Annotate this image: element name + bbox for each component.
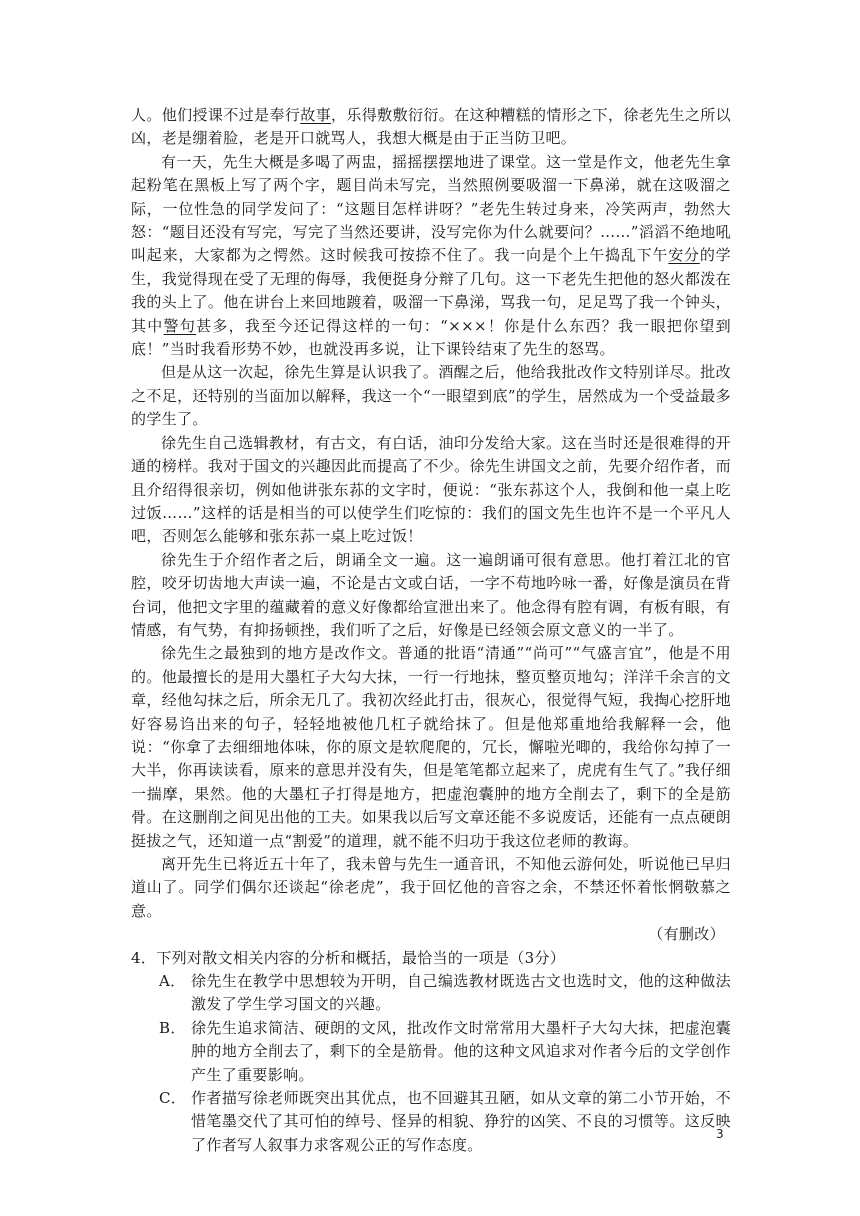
passage-body xyxy=(131,104,731,1157)
option-a[interactable] xyxy=(159,970,731,1017)
paragraph: 但是从这一次起，徐先生算是认识我了。酒醒之后，他给我批改作文特别详尽。批改之不足，还特别的当面加以解释，我这一个“一眼望到底”的学生，居然成为一个受益最多的学生了。 xyxy=(131,363,731,429)
option-text: 徐先生追求简洁、硬朗的文风，批改作文时常常用大墨杆子大勾大抹，把虚泡囊肿的地方全削去了，剩下的全是筋骨。他的这种文风追求对作者今后的文学创作产生了重要影响。 xyxy=(191,1018,731,1084)
question-block xyxy=(131,947,731,1158)
underlined-word: 安分 xyxy=(668,246,700,265)
option-text: 徐先生在教学中思想较为开明，自己编选教材既选古文也选时文，他的这种做法激发了学生学习国文的兴趣。 xyxy=(191,972,731,1014)
option-letter: A． xyxy=(159,972,186,991)
paragraph: 有一天，先生大概是多喝了两盅，摇摇摆摆地进了课堂。这一堂是作文，他老先生拿起粉笔在黑板上写了两个字，题目尚未写完，当然照例要吸溜一下鼻涕，就在这吸溜之际，一位性急的同学发问了：“这题目怎样讲呀？”老先生转过身来，冷笑两声，勃然大怒：“题目还没有写完，写完了当然还要讲，没写完你为什么就要问？……”滔滔不绝地吼叫起来，大家都为之愕然。这时候我可按捺不住了。我一向是个上午捣乱下午安分的学生，我觉得现在受了无理的侮辱，我便挺身分辩了几句。这一下老先生把他的怒火都泼在我的头上了。他在讲台上来回地踱着，吸溜一下鼻涕，骂我一句，足足骂了我一个钟头，其中警句甚多，我至今还记得这样的一句：“×××！你是什么东西？我一眼把你望到底！”当时我看形势不妙，也就没再多说，让下课铃结束了先生的怒骂。 xyxy=(131,152,732,359)
paragraph: 人。他们授课不过是奉行故事，乐得敷敷衍衍。在这种糟糕的情形之下，徐老先生之所以凶，老是绷着脸，老是开口就骂人，我想大概是由于正当防卫吧。 xyxy=(131,106,732,148)
underlined-word: 警句 xyxy=(163,316,197,335)
option-letter: C． xyxy=(159,1089,187,1108)
paragraph: 离开先生已将近五十年了，我未曾与先生一通音讯，不知他云游何处，听说他已早归道山了。同学们偶尔还谈起“徐老虎”，我于回忆他的音容之余，不禁还怀着怅惘敬慕之意。 xyxy=(131,855,731,920)
paragraph: 徐先生于介绍作者之后，朗诵全文一遍。这一遍朗诵可很有意思。他打着江北的官腔，咬牙切齿地大声读一遍，不论是古文或白话，一字不苟地吟咏一番，好像是演员在背台词，他把文字里的蕴藏着的意义好像都给宣泄出来了。他念得有腔有调，有板有眼，有情感，有气势，有抑扬顿挫，我们听了之后，好像是已经领会原文意义的一半了。 xyxy=(131,550,731,639)
underlined-word: 故事 xyxy=(300,106,332,124)
page-number: 3 xyxy=(716,1127,724,1141)
option-text: 作者描写徐老师既突出其优点，也不回避其丑陋，如从文章的第二小节开始，不惜笔墨交代了其可怕的绰号、怪异的相貌、狰狞的凶笑、不良的习惯等。这反映了作者写人叙事力求客观公正的写作态度。 xyxy=(191,1089,731,1154)
paragraph: 徐先生之最独到的地方是改作文。普通的批语“清通”“尚可”“气盛言宜”，他是不用的。他最擅长的是用大墨杠子大勾大抹，一行一行地抹，整页整页地勾；洋洋千余言的文章，经他勾抹之后，所余无几了。我初次经此打击，很灰心，很觉得气短，我掏心挖肝地好容易诌出来的句子，轻轻地被他几杠子就给抹了。但是他郑重地给我解释一会，他说：“你拿了去细细地体味，你的原文是软爬爬的，冗长，懈啦光唧的，我给你勾掉了一大半，你再读读看，原来的意思并没有失，但是笔笔都立起来了，虎虎有生气了。”我仔细一揣摩，果然。他的大墨杠子打得是地方，把虚泡囊肿的地方全削去了，剩下的全是筋骨。在这删削之间见出他的工夫。如果我以后写文章还能不多说废话，还能有一点点硬朗挺拔之气，还知道一点“割爱”的道理，就不能不归功于我这位老师的教诲。 xyxy=(131,644,731,850)
question-stem: 4．下列对散文相关内容的分析和概括，最恰当的一项是（3分） xyxy=(131,948,566,967)
paragraph: 徐先生自己选辑教材，有古文，有白话，油印分发给大家。这在当时还是很难得的开通的榜样。我对于国文的兴趣因此而提高了不少。徐先生讲国文之前，先要介绍作者，而且介绍得很亲切，例如他讲张东荪的文字时，便说：“张东荪这个人，我倒和他一桌上吃过饭……”这样的话是相当的可以使学生们吃惊的：我们的国文先生也许不是一个平凡人吧，否则怎么能够和张东荪一桌上吃过饭！ xyxy=(131,433,731,546)
source-note: （有删改） xyxy=(648,925,725,944)
option-b[interactable] xyxy=(159,1017,731,1087)
option-letter: B． xyxy=(159,1018,186,1037)
option-c[interactable] xyxy=(159,1087,731,1157)
